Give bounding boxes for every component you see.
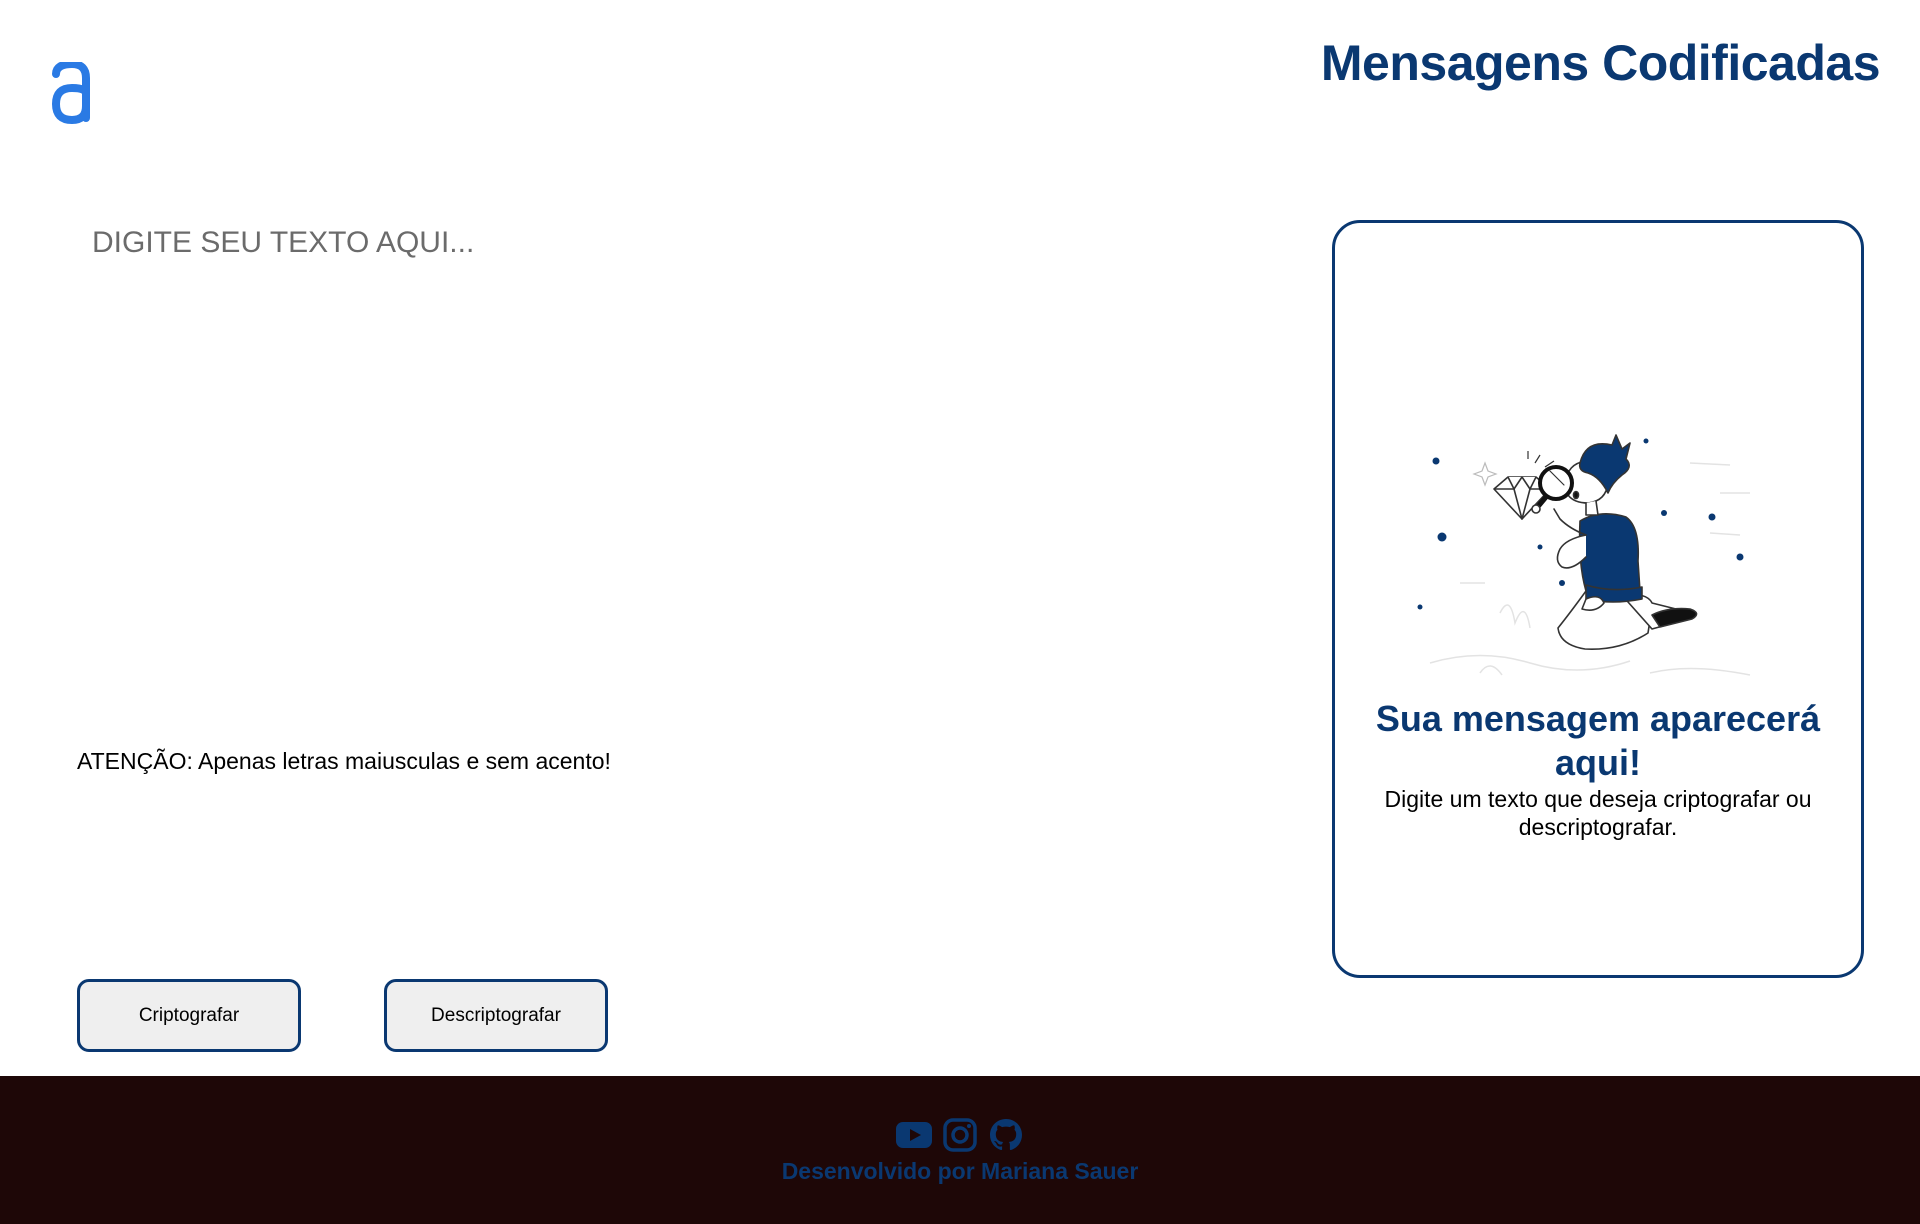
output-title: Sua mensagem aparecerá aqui! [1375,698,1821,783]
footer [0,1076,1920,1224]
output-description: Digite um texto que deseja criptografar ou descriptografar. [1384,786,1812,840]
warning-text: ATENÇÃO: Apenas letras maiusculas e sem acento! [77,748,611,774]
decrypt-button[interactable]: Descriptografar [384,979,608,1052]
github-icon[interactable] [987,1116,1025,1154]
social-links [0,1116,1920,1154]
alura-logo-icon[interactable] [50,62,94,124]
page-title: Mensagens Codificadas [1320,35,1880,91]
warning-message [77,748,611,775]
youtube-icon[interactable] [895,1116,933,1154]
instagram-icon[interactable] [941,1116,979,1154]
output-panel [1332,220,1864,978]
footer-credit: Desenvolvido por Mariana Sauer [781,1158,1139,1184]
encrypt-button[interactable]: Criptografar [77,979,301,1052]
message-input[interactable] [76,226,1258,686]
